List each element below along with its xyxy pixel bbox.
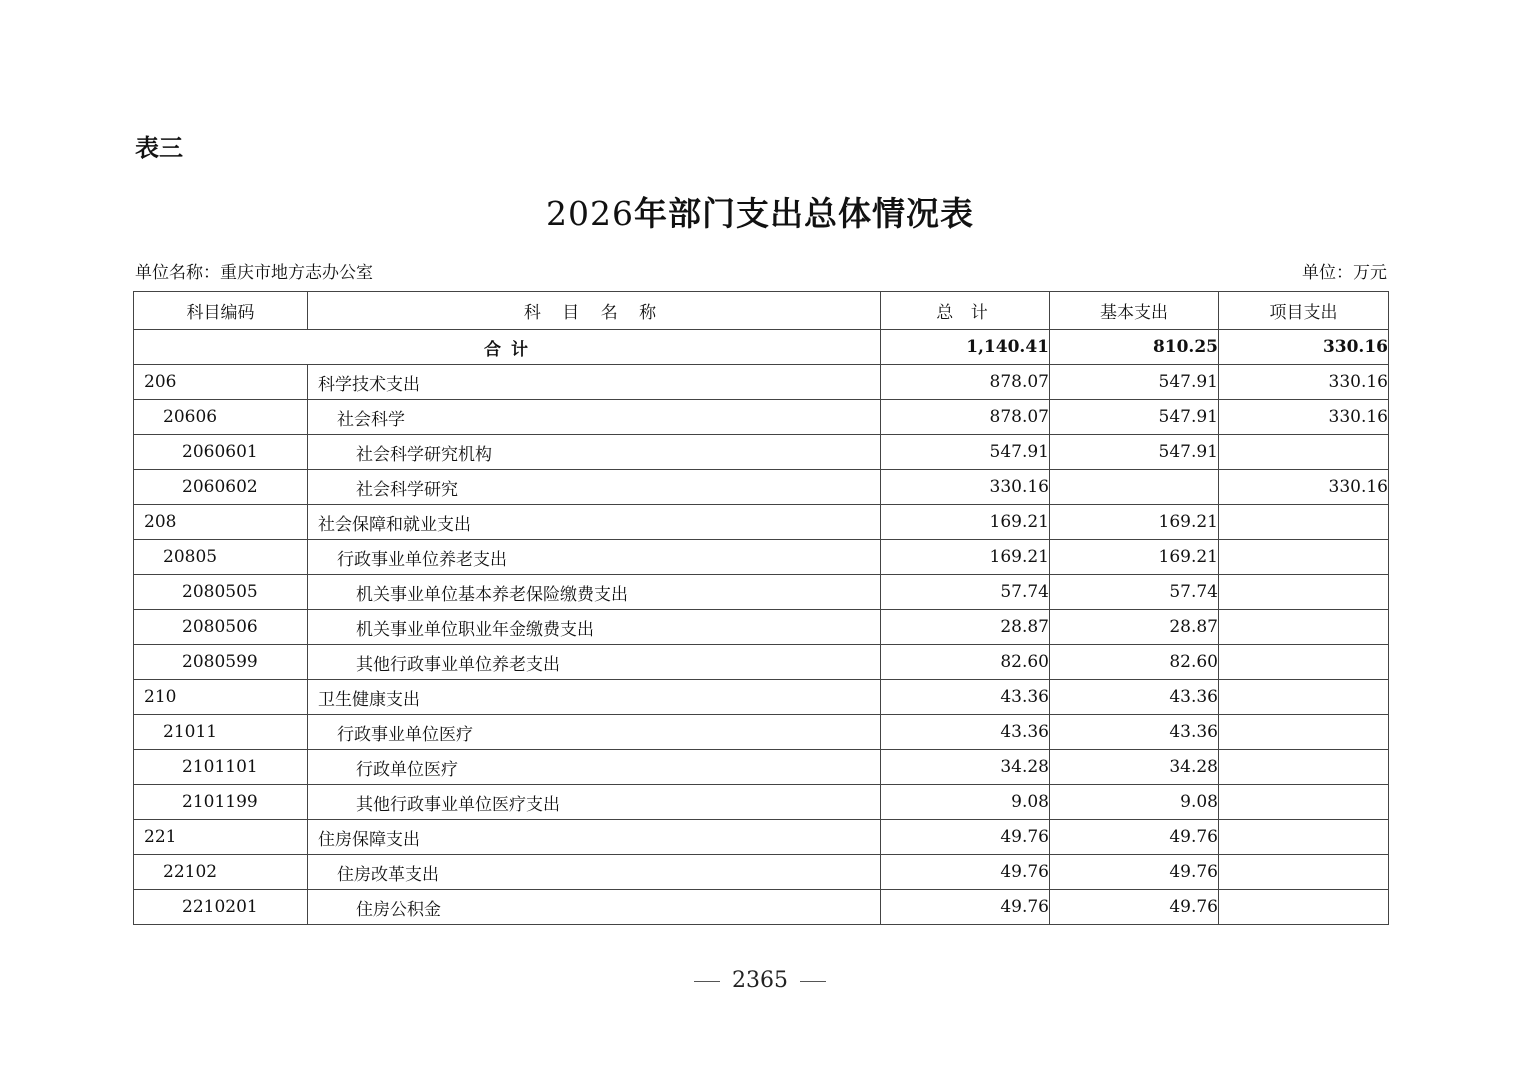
cell-basic: 49.76 xyxy=(1050,855,1219,890)
cell-project: 330.16 xyxy=(1219,470,1389,505)
table-row xyxy=(134,610,1389,645)
cell-code: 208 xyxy=(134,505,308,540)
table-row xyxy=(134,645,1389,680)
cell-project xyxy=(1219,715,1389,750)
cell-code: 2080506 xyxy=(134,610,308,645)
table-row xyxy=(134,470,1389,505)
cell-total: 34.28 xyxy=(881,750,1050,785)
cell-project xyxy=(1219,575,1389,610)
cell-basic: 34.28 xyxy=(1050,750,1219,785)
page-number-text: 2365 xyxy=(732,968,788,993)
cell-basic: 547.91 xyxy=(1050,365,1219,400)
cell-code: 221 xyxy=(134,820,308,855)
table-row xyxy=(134,435,1389,470)
cell-project xyxy=(1219,890,1389,925)
cell-code: 2060602 xyxy=(134,470,308,505)
cell-total: 28.87 xyxy=(881,610,1050,645)
cell-project xyxy=(1219,785,1389,820)
cell-basic: 57.74 xyxy=(1050,575,1219,610)
cell-name: 社会保障和就业支出 xyxy=(308,505,881,540)
cell-code: 21011 xyxy=(134,715,308,750)
cell-name: 机关事业单位职业年金缴费支出 xyxy=(308,610,881,645)
unit-name: 单位名称：重庆市地方志办公室 xyxy=(135,263,373,283)
cell-project xyxy=(1219,645,1389,680)
table-row xyxy=(134,365,1389,400)
cell-basic: 49.76 xyxy=(1050,820,1219,855)
total-project: 330.16 xyxy=(1219,330,1389,365)
cell-basic: 82.60 xyxy=(1050,645,1219,680)
cell-basic: 547.91 xyxy=(1050,435,1219,470)
cell-project xyxy=(1219,680,1389,715)
cell-code: 206 xyxy=(134,365,308,400)
cell-total: 49.76 xyxy=(881,855,1050,890)
cell-project xyxy=(1219,435,1389,470)
total-label: 合 计 xyxy=(134,330,881,365)
cell-name: 社会科学研究机构 xyxy=(308,435,881,470)
cell-code: 20606 xyxy=(134,400,308,435)
cell-basic: 49.76 xyxy=(1050,890,1219,925)
table-row xyxy=(134,785,1389,820)
cell-code: 2080505 xyxy=(134,575,308,610)
cell-total: 82.60 xyxy=(881,645,1050,680)
table-row xyxy=(134,890,1389,925)
cell-code: 2080599 xyxy=(134,645,308,680)
cell-basic: 43.36 xyxy=(1050,715,1219,750)
cell-name: 行政单位医疗 xyxy=(308,750,881,785)
header-code: 科目编码 xyxy=(134,292,308,330)
table-row xyxy=(134,575,1389,610)
cell-total: 878.07 xyxy=(881,365,1050,400)
cell-code: 2101199 xyxy=(134,785,308,820)
cell-code: 2060601 xyxy=(134,435,308,470)
cell-project xyxy=(1219,820,1389,855)
cell-project xyxy=(1219,610,1389,645)
cell-code: 20805 xyxy=(134,540,308,575)
cell-name: 其他行政事业单位养老支出 xyxy=(308,645,881,680)
cell-name: 行政事业单位养老支出 xyxy=(308,540,881,575)
cell-total: 330.16 xyxy=(881,470,1050,505)
cell-code: 2210201 xyxy=(134,890,308,925)
cell-total: 9.08 xyxy=(881,785,1050,820)
cell-total: 49.76 xyxy=(881,820,1050,855)
table-row xyxy=(134,750,1389,785)
cell-name: 住房公积金 xyxy=(308,890,881,925)
title-text: 年部门支出总体情况表 xyxy=(633,194,974,233)
cell-project: 330.16 xyxy=(1219,400,1389,435)
unit-label: 单位：万元 xyxy=(1302,263,1387,283)
cell-name: 卫生健康支出 xyxy=(308,680,881,715)
table-row xyxy=(134,855,1389,890)
total-sum: 1,140.41 xyxy=(881,330,1050,365)
cell-name: 社会科学研究 xyxy=(308,470,881,505)
table-label: 表三 xyxy=(135,134,183,162)
total-row xyxy=(134,330,1389,365)
cell-project xyxy=(1219,750,1389,785)
header-project: 项目支出 xyxy=(1219,292,1389,330)
cell-basic: 28.87 xyxy=(1050,610,1219,645)
cell-basic xyxy=(1050,470,1219,505)
cell-code: 210 xyxy=(134,680,308,715)
table-row xyxy=(134,680,1389,715)
cell-project xyxy=(1219,505,1389,540)
page-title xyxy=(0,188,1520,235)
cell-name: 住房改革支出 xyxy=(308,855,881,890)
page-number xyxy=(0,968,1520,993)
table-row xyxy=(134,505,1389,540)
header-total: 总 计 xyxy=(881,292,1050,330)
cell-basic: 43.36 xyxy=(1050,680,1219,715)
header-basic: 基本支出 xyxy=(1050,292,1219,330)
cell-total: 43.36 xyxy=(881,680,1050,715)
page-dash-right xyxy=(800,981,826,982)
cell-total: 169.21 xyxy=(881,505,1050,540)
cell-name: 行政事业单位医疗 xyxy=(308,715,881,750)
expenditure-table xyxy=(133,291,1389,925)
table-header-row xyxy=(134,292,1389,330)
page-dash-left xyxy=(694,981,720,982)
cell-basic: 169.21 xyxy=(1050,540,1219,575)
cell-basic: 9.08 xyxy=(1050,785,1219,820)
cell-project: 330.16 xyxy=(1219,365,1389,400)
table-row xyxy=(134,715,1389,750)
cell-total: 43.36 xyxy=(881,715,1050,750)
cell-code: 2101101 xyxy=(134,750,308,785)
cell-total: 547.91 xyxy=(881,435,1050,470)
cell-total: 878.07 xyxy=(881,400,1050,435)
cell-project xyxy=(1219,540,1389,575)
cell-basic: 547.91 xyxy=(1050,400,1219,435)
cell-name: 住房保障支出 xyxy=(308,820,881,855)
table-row xyxy=(134,540,1389,575)
cell-basic: 169.21 xyxy=(1050,505,1219,540)
cell-total: 169.21 xyxy=(881,540,1050,575)
title-year: 2026 xyxy=(546,194,634,233)
cell-code: 22102 xyxy=(134,855,308,890)
cell-name: 其他行政事业单位医疗支出 xyxy=(308,785,881,820)
cell-name: 科学技术支出 xyxy=(308,365,881,400)
cell-total: 57.74 xyxy=(881,575,1050,610)
header-name: 科 目 名 称 xyxy=(308,292,881,330)
cell-total: 49.76 xyxy=(881,890,1050,925)
table-row xyxy=(134,400,1389,435)
cell-name: 机关事业单位基本养老保险缴费支出 xyxy=(308,575,881,610)
total-basic: 810.25 xyxy=(1050,330,1219,365)
cell-name: 社会科学 xyxy=(308,400,881,435)
table-row xyxy=(134,820,1389,855)
cell-project xyxy=(1219,855,1389,890)
